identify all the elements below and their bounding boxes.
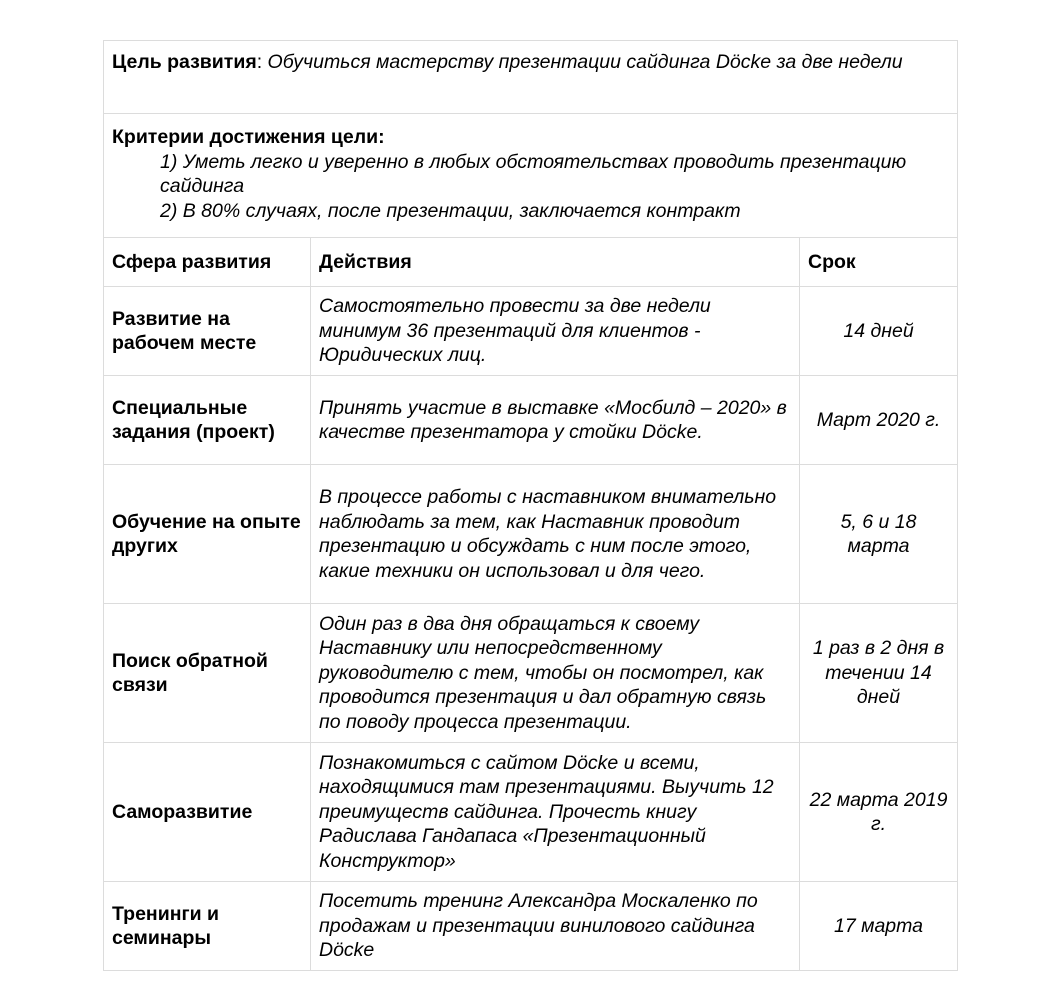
row-term: 1 раз в 2 дня в течении 14 дней xyxy=(800,604,958,743)
criteria-row xyxy=(104,114,958,238)
criteria-item-2: 2) В 80% случаях, после презентации, заключается контракт xyxy=(160,199,741,222)
row-sphere: Специальные задания (проект) xyxy=(104,376,311,465)
row-term: 17 марта xyxy=(800,882,958,971)
row-action: Познакомиться с сайтом Döcke и всеми, находящимися там презентациями. Выучить 12 преимуществ сайдинга. Прочесть книгу Радислава Гандапаса «Презентационный Конструктор» xyxy=(311,743,800,882)
criteria-cell xyxy=(104,114,958,238)
row-term: Март 2020 г. xyxy=(800,376,958,465)
goal-separator: : xyxy=(256,51,263,73)
header-sphere: Сфера развития xyxy=(104,238,311,287)
row-sphere: Тренинги и семинары xyxy=(104,882,311,971)
table-row xyxy=(104,604,958,743)
row-action: Самостоятельно провести за две недели минимум 36 презентаций для клиентов - Юридических лиц. xyxy=(311,287,800,376)
table-row xyxy=(104,376,958,465)
goal-label: Цель развития xyxy=(112,51,257,73)
goal-cell xyxy=(104,41,958,114)
row-action: Принять участие в выставке «Мосбилд – 2020» в качестве презентатора у стойки Döcke. xyxy=(311,376,800,465)
row-action: В процессе работы с наставником внимательно наблюдать за тем, как Наставник проводит презентацию и обсуждать с ним после этого, какие техники он использовал и для чего. xyxy=(311,465,800,604)
row-term: 14 дней xyxy=(800,287,958,376)
development-plan-table xyxy=(103,40,958,971)
table-row xyxy=(104,465,958,604)
header-term: Срок xyxy=(800,238,958,287)
goal-row xyxy=(104,41,958,114)
table-row xyxy=(104,287,958,376)
row-sphere: Саморазвитие xyxy=(104,743,311,882)
row-sphere: Развитие на рабочем месте xyxy=(104,287,311,376)
row-term: 22 марта 2019 г. xyxy=(800,743,958,882)
table-header-row xyxy=(104,238,958,287)
table-row xyxy=(104,882,958,971)
row-action: Посетить тренинг Александра Москаленко по продажам и презентации винилового сайдинга Döcke xyxy=(311,882,800,971)
criteria-label: Критерии достижения цели: xyxy=(112,126,385,148)
row-sphere: Поиск обратной связи xyxy=(104,604,311,743)
table-row xyxy=(104,743,958,882)
row-sphere: Обучение на опыте других xyxy=(104,465,311,604)
row-action: Один раз в два дня обращаться к своему Наставнику или непосредственному руководителю с тем, чтобы он посмотрел, как проводится презентация и дал обратную связь по поводу процесса презентации. xyxy=(311,604,800,743)
row-term: 5, 6 и 18 марта xyxy=(800,465,958,604)
criteria-item-1: 1) Уметь легко и уверенно в любых обстоятельствах проводить презентацию сайдинга xyxy=(160,150,907,197)
criteria-list xyxy=(112,150,949,224)
goal-text: Обучиться мастерству презентации сайдинга Döcke за две недели xyxy=(267,51,903,73)
header-actions: Действия xyxy=(311,238,800,287)
